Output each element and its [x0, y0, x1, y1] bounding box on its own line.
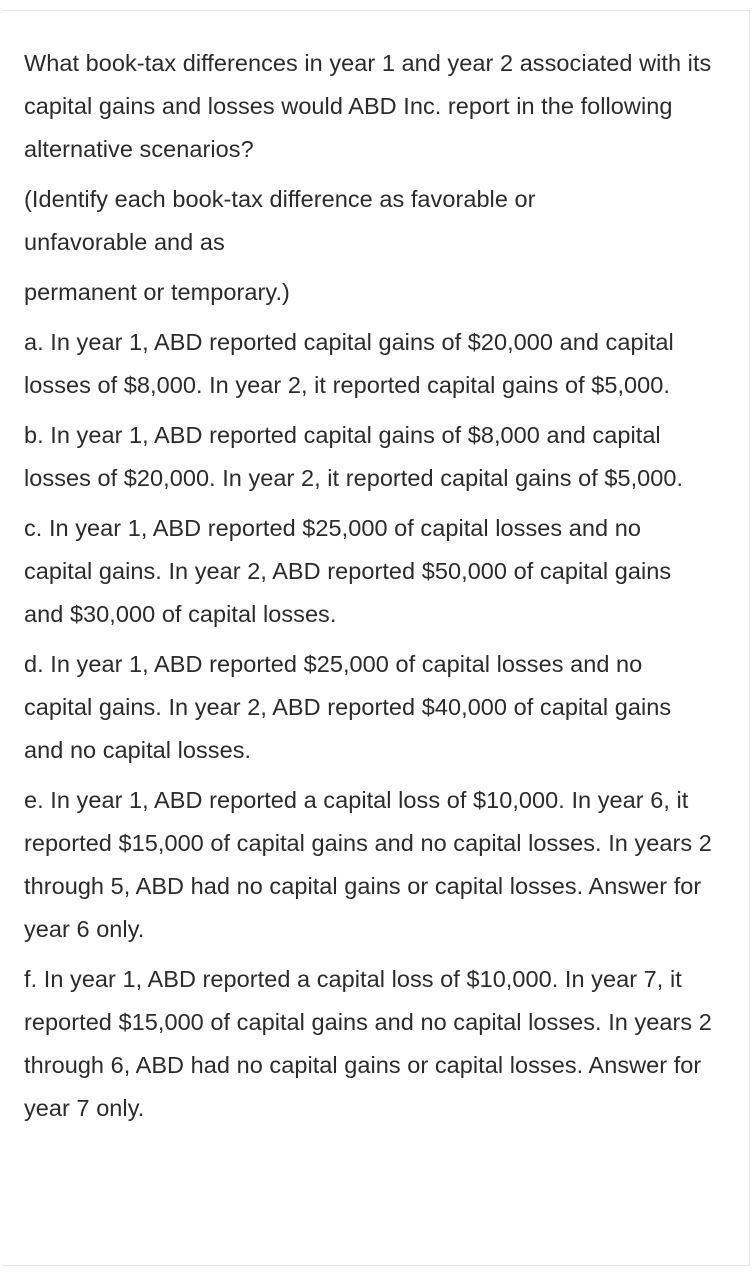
scenario-b: b. In year 1, ABD reported capital gains of $8,000 and capital losses of $20,000. In year 2, it reported capital gains of $5,000.	[24, 422, 684, 491]
instruction-line-2: permanent or temporary.)	[24, 279, 290, 305]
instruction-line-1: (Identify each book-tax difference as favorable or unfavorable and as	[24, 186, 536, 255]
scenario-d: d. In year 1, ABD reported $25,000 of capital losses and no capital gains. In year 2, ABD reported $40,000 of capital gains and no capital losses.	[24, 651, 672, 763]
question-text	[24, 42, 724, 1137]
question-intro: What book-tax differences in year 1 and year 2 associated with its capital gains and losses would ABD Inc. report in the following alternative scenarios?	[24, 50, 712, 162]
scenario-f: f. In year 1, ABD reported a capital loss of $10,000. In year 7, it reported $15,000 of capital gains and no capital losses. In years 2 through 6, ABD had no capital gains or capital losses. Answer for year 7 only.	[24, 966, 712, 1121]
scenario-a: a. In year 1, ABD reported capital gains of $20,000 and capital losses of $8,000. In year 2, it reported capital gains of $5,000.	[24, 329, 674, 398]
scenario-c: c. In year 1, ABD reported $25,000 of capital losses and no capital gains. In year 2, ABD reported $50,000 of capital gains and $30,000 of capital losses.	[24, 515, 672, 627]
scenario-e: e. In year 1, ABD reported a capital loss of $10,000. In year 6, it reported $15,000 of capital gains and no capital losses. In years 2 through 5, ABD had no capital gains or capital losses. Answer for year 6 only.	[24, 787, 712, 942]
